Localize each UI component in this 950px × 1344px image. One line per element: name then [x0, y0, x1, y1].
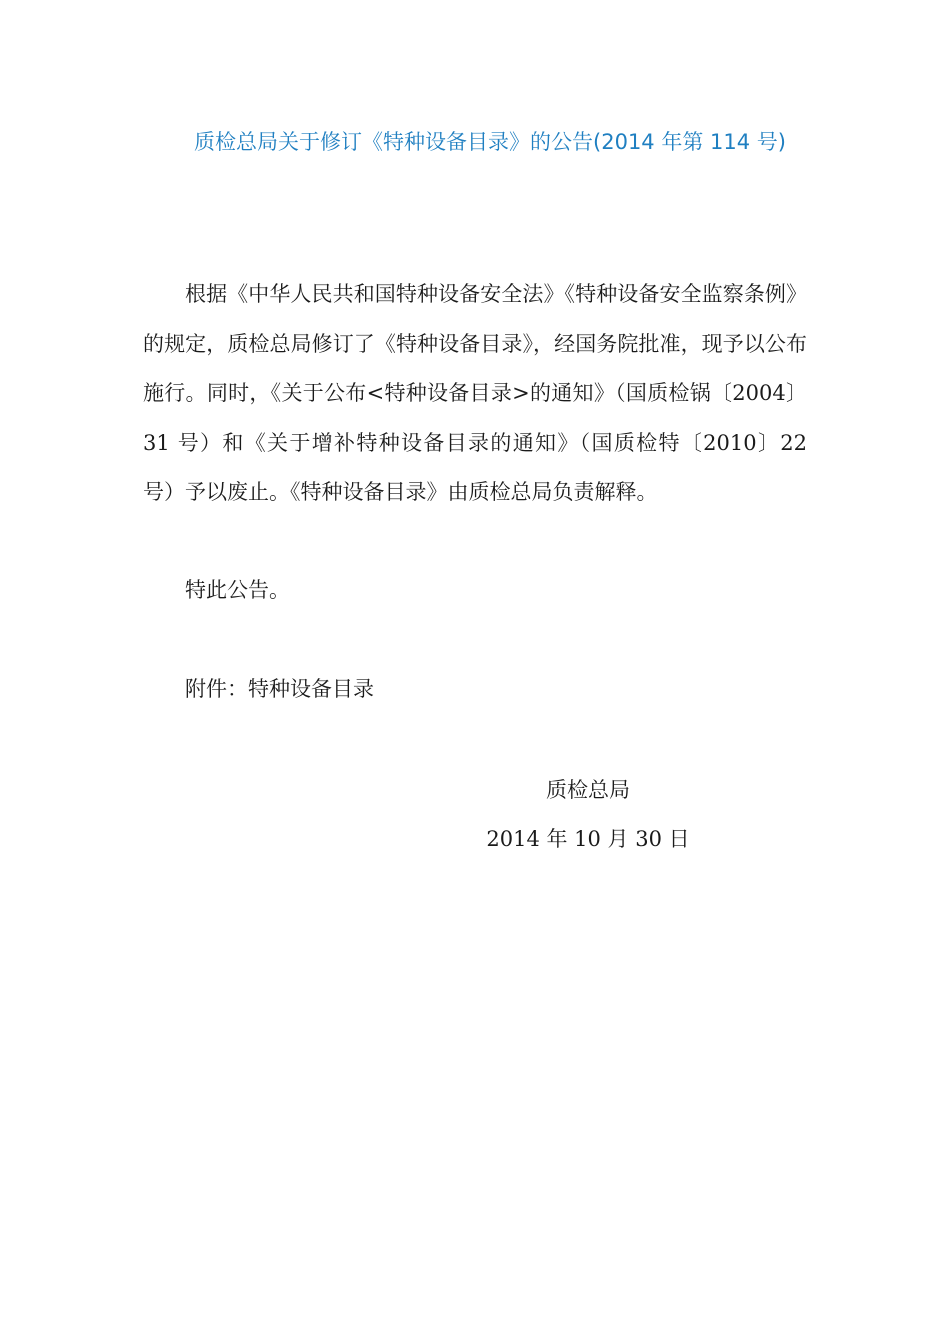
attachment-line: 附件：特种设备目录: [185, 677, 374, 701]
body-paragraph: 根据《中华人民共和国特种设备安全法》《特种设备安全监察条例》的规定，质检总局修订了《特种设备目录》，经国务院批准，现予以公布施行。同时，《关于公布<特种设备目录>的通知》（国质检锅〔2004〕31 号）和《关于增补特种设备目录的通知》（国质检特〔2010〕22 号）予以废止。《特种设备目录》由质检总局负责解释。: [143, 282, 807, 504]
issue-date: 2014 年 10 月 30 日: [486, 827, 690, 851]
document-title: 质检总局关于修订《特种设备目录》的公告(2014 年第 114 号): [194, 130, 786, 154]
closing-line: 特此公告。: [185, 578, 290, 602]
issuer-signature: 质检总局: [546, 778, 630, 802]
